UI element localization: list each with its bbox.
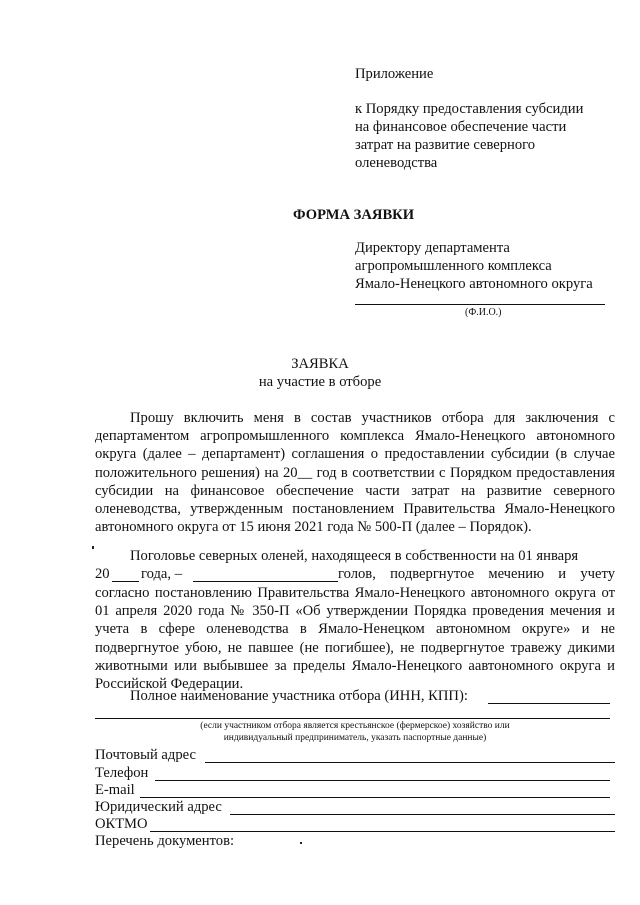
herd-paragraph-rest: согласно постановлению Правительства Ямало-Ненецкого автономного округа от 01 апреля 2020 года № 350-П «Об утверждении Порядка проведения мечения и учета в сфере оленеводства в Ямало-Ненецком автономном округе» и не подвергнутое убою, не павшее (не погибшее), не подвергнутое травежу дикими животными или выбывшее за пределы Ямало-Ненецкого аавтономного округа и Российской Федерации.	[95, 585, 615, 693]
addressee-line-1: Директору департамента	[355, 240, 510, 256]
full-name-blank-1[interactable]	[488, 703, 610, 704]
phone-input[interactable]	[155, 780, 610, 781]
herd-year-suffix: года, –	[141, 566, 182, 582]
heads-blank[interactable]	[193, 581, 338, 582]
oktmo-label: ОКТМО	[95, 816, 148, 832]
postal-address-input[interactable]	[205, 762, 615, 763]
note-line-1: (если участником отбора является крестьянское (фермерское) хозяйство или	[200, 721, 510, 731]
application-title: ЗАЯВКА	[291, 356, 349, 372]
appendix-line-1: к Порядку предоставления субсидии	[355, 101, 584, 117]
postal-address-label: Почтовый адрес	[95, 747, 196, 763]
documents-label: Перечень документов:	[95, 833, 235, 849]
appendix-line-4: оленеводства	[355, 155, 438, 171]
full-name-blank-2[interactable]	[95, 718, 610, 719]
appendix-line-2: на финансовое обеспечение части	[355, 119, 567, 135]
herd-line-1: Поголовье северных оленей, находящееся в собственности на 01 января	[130, 548, 579, 564]
form-title: ФОРМА ЗАЯВКИ	[293, 207, 415, 223]
oktmo-input[interactable]	[150, 831, 615, 832]
scan-mark	[92, 546, 94, 549]
email-label: E-mail	[95, 782, 135, 798]
appendix-title: Приложение	[355, 66, 434, 82]
legal-address-input[interactable]	[230, 814, 615, 815]
herd-heads-suffix: голов, подвергнутое мечению и учету	[338, 566, 615, 582]
application-subtitle: на участие в отборе	[258, 374, 382, 390]
legal-address-label: Юридический адрес	[95, 799, 222, 815]
fio-underline	[355, 304, 605, 305]
full-name-label: Полное наименование участника отбора (ИНН, КПП):	[130, 688, 468, 704]
phone-label: Телефон	[95, 765, 149, 781]
addressee-line-3: Ямало-Ненецкого автономного округа	[355, 276, 593, 292]
year-blank[interactable]	[112, 581, 139, 582]
scan-dot	[300, 842, 302, 844]
appendix-line-3: затрат на развитие северного	[355, 137, 536, 153]
herd-year-prefix: 20	[95, 566, 110, 582]
paragraph-request: Прошу включить меня в состав участников отбора для заключения с департаментом агропромышленного комплекса Ямало-Ненецкого автономного округа (далее – департамент) соглашения о предоставлении субсидии (в случае положительного решения) на 20__ год в соответствии с Порядком предоставления субсидии на финансовое обеспечение части затрат на развитие северного оленеводства, утвержденным постановлением Правительства Ямало-Ненецкого автономного округа от 15 июня 2021 года № 500-П (далее – Порядок).	[95, 410, 615, 536]
addressee-line-2: агропромышленного комплекса	[355, 258, 552, 274]
fio-caption: (Ф.И.О.)	[465, 307, 502, 318]
email-input[interactable]	[140, 797, 610, 798]
note-line-2: индивидуальный предприниматель, указать паспортные данные)	[223, 733, 487, 743]
